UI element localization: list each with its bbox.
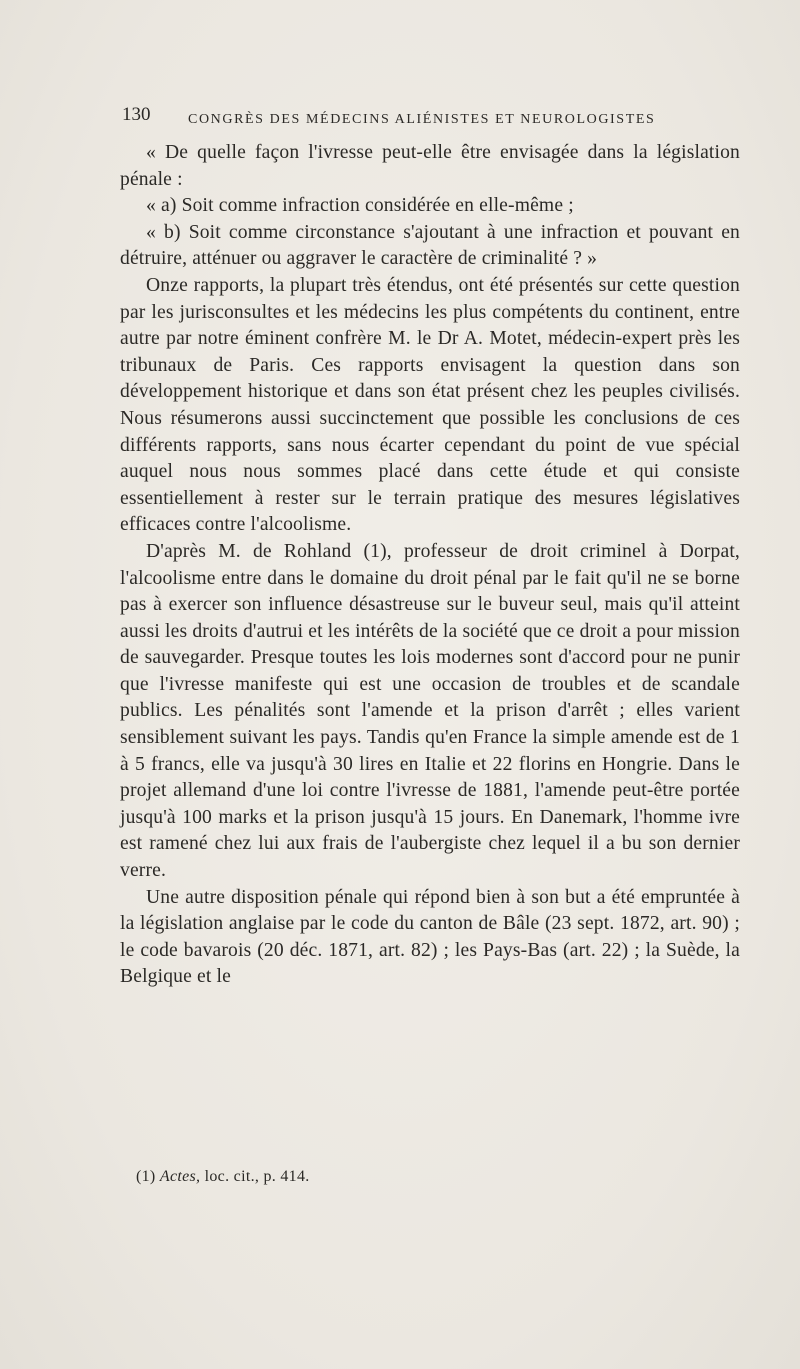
paragraph-other-disposition: Une autre disposition pénale qui répond bien à son but a été empruntée à la législation anglaise par le code du canton de Bâle (23 sept. 1872, art. 90) ; le code bavarois (20 déc. 1871, art. 82) ; les Pays-Bas (art. 22) ; la Suède, la Belgique et le	[120, 886, 740, 988]
body-text	[120, 140, 740, 991]
footnote-marker: (1)	[136, 1168, 156, 1185]
running-header	[122, 104, 742, 134]
paragraph-rohland: D'après M. de Rohland (1), professeur de droit criminel à Dorpat, l'alcoolisme entre dans le domaine du droit pénal par le fait qu'il ne se borne pas à exercer son influence désastreuse sur le buveur seul, mais qu'il atteint aussi les droits d'autrui et les intérêts de la société que ce droit a pour mission de sauvegarder. Presque toutes les lois modernes sont d'accord pour ne punir que l'ivresse manifeste qui est une occasion de troubles et de scandale publics. Les pénalités sont l'amende et la prison d'arrêt ; elles varient sensiblement suivant les pays. Tandis qu'en France la simple amende est de 1 à 5 francs, elle va jusqu'à 30 lires en Italie et 22 florins en Hongrie. Dans le projet allemand d'une loi contre l'ivresse de 1881, l'amende peut-être portée jusqu'à 100 marks et la prison jusqu'à 15 jours. En Danemark, l'homme ivre est ramené chez lui aux frais de l'aubergiste chez lequel il a bu son dernier verre.	[120, 540, 740, 882]
paragraph-reports: Onze rapports, la plupart très étendus, ont été présentés sur cette question par les jurisconsultes et les médecins les plus compétents du continent, entre autre par notre éminent confrère M. le Dr A. Motet, médecin-expert près les tribunaux de Paris. Ces rapports envisagent la question dans son développement historique et dans son état présent chez les peuples civilisés. Nous résumerons aussi succinctement que possible les conclusions de ces différents rapports, sans nous écarter cependant du point de vue spécial auquel nous nous sommes placé dans cette étude et qui consiste essentiellement à rester sur le terrain pratique des mesures législatives efficaces contre l'alcoolisme.	[120, 274, 740, 536]
paragraph-item-a: « a) Soit comme infraction considérée en elle-même ;	[146, 195, 574, 217]
page-number: 130	[122, 104, 151, 125]
footnote-reference: loc. cit., p. 414.	[204, 1168, 310, 1185]
paragraph-question: « De quelle façon l'ivresse peut-elle être envisagée dans la législation pénale :	[120, 142, 740, 190]
running-title: CONGRÈS DES MÉDECINS ALIÉNISTES ET NEUROLOGISTES	[188, 112, 656, 127]
paragraph-item-b: « b) Soit comme circonstance s'ajoutant à une infraction et pouvant en détruire, atténuer ou aggraver le caractère de criminalité ? »	[120, 221, 740, 270]
footnote-source: Actes,	[159, 1168, 201, 1185]
footnote	[136, 1168, 310, 1186]
